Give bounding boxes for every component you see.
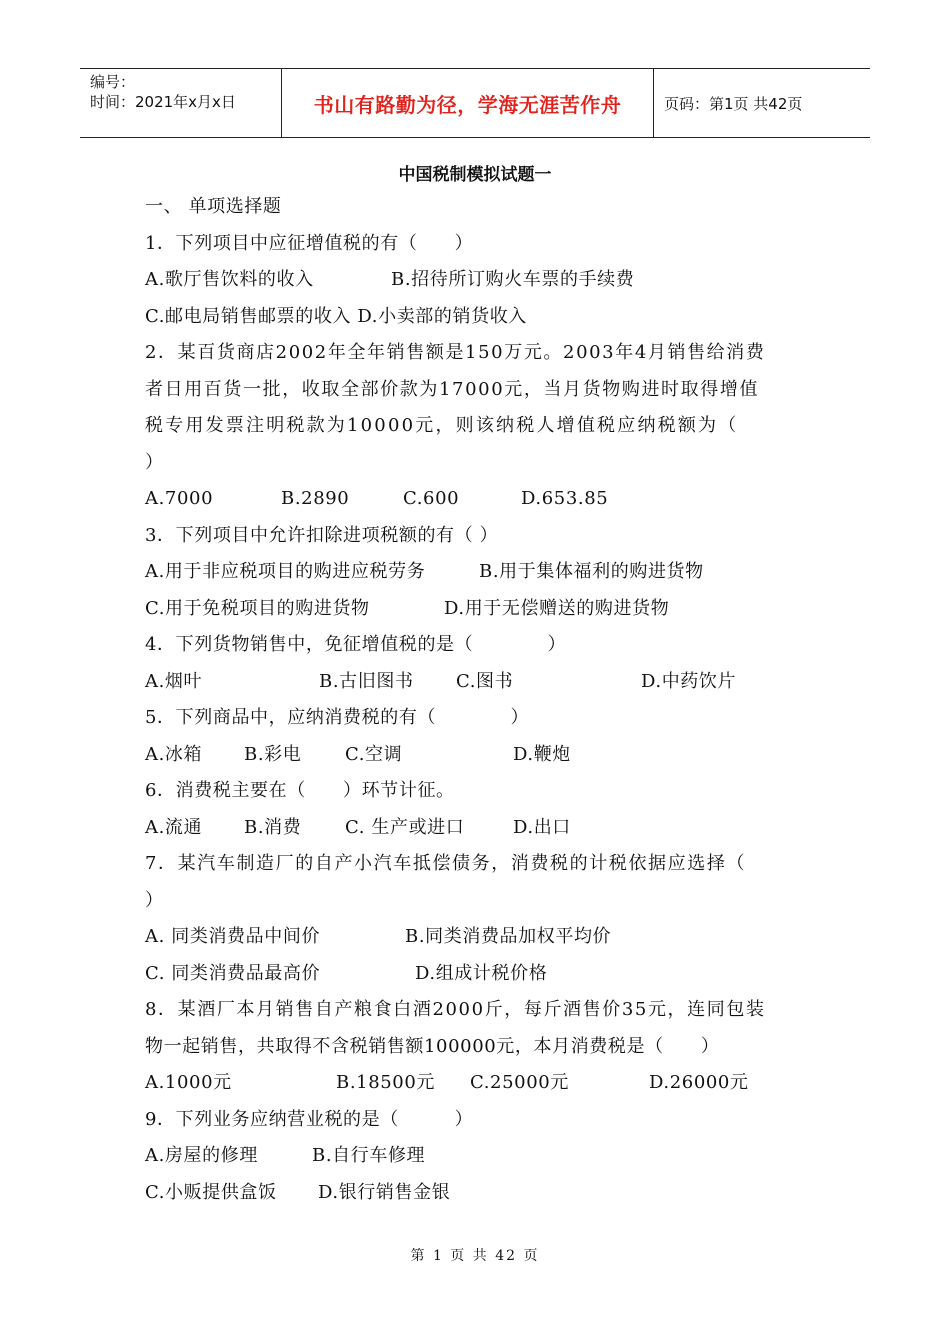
option-c: C.邮电局销售邮票的收入 (145, 305, 352, 327)
question-3-stem: 3．下列项目中允许扣除进项税额的有（ ） (145, 524, 499, 546)
question-4-stem: 4．下列货物销售中，免征增值税的是（ ） (145, 634, 567, 655)
question-7-line-1: 7．某汽车制造厂的自产小汽车抵偿债务，消费税的计税依据应选择（ (145, 853, 747, 874)
section-heading: 一、 单项选择题 (145, 196, 282, 217)
question-1-options-ab (145, 262, 813, 299)
header-motto: 书山有路勤为径，学海无涯苦作舟 (282, 69, 654, 137)
option-a: A.烟叶 (145, 670, 203, 692)
question-1-options-cd (145, 299, 813, 336)
date-line: 时间：2021年x月x日 (90, 93, 236, 111)
question-2-line-2: 者日用百货一批，收取全部价款为17000元，当月货物购进时取得增值 (145, 378, 760, 400)
option-a: A.7000 (145, 488, 214, 509)
question-2-line-4: ） (145, 451, 164, 473)
option-c: C.600 (403, 488, 460, 509)
question-6-stem: 6．消费税主要在（ ）环节计征。 (145, 780, 455, 801)
option-a: A. 同类消费品中间价 (145, 926, 321, 947)
option-c: C.用于免税项目的购进货物 (145, 597, 370, 619)
option-d: D.中药饮片 (641, 670, 737, 692)
option-b: B.古旧图书 (319, 670, 414, 692)
question-5-stem: 5．下列商品中，应纳消费税的有（ ） (145, 707, 530, 728)
option-d: D.26000元 (649, 1072, 749, 1093)
option-b: B.招待所订购火车票的手续费 (391, 269, 635, 290)
option-d: D.出口 (513, 816, 571, 838)
option-a: A.歌厅售饮料的收入 (145, 269, 314, 290)
document-title: 中国税制模拟试题一 (398, 165, 552, 185)
question-body (145, 189, 813, 1211)
option-b: B.自行车修理 (312, 1145, 426, 1166)
option-d: D.653.85 (521, 488, 609, 509)
question-4-options (145, 664, 813, 701)
option-b: B.18500元 (336, 1072, 436, 1093)
option-c: C.25000元 (470, 1072, 569, 1093)
question-7-options-ab (145, 919, 813, 956)
option-b: B.消费 (244, 816, 302, 838)
document-header (80, 68, 870, 138)
question-5-options (145, 737, 813, 774)
option-a: A.用于非应税项目的购进应税劳务 (145, 561, 426, 582)
question-8-line-2: 物一起销售，共取得不含税销售额100000元，本月消费税是（ ） (145, 1035, 720, 1057)
page-footer: 第 1 页 共 42 页 (410, 1248, 540, 1264)
option-c: C. 生产或进口 (345, 816, 465, 838)
option-d: D.组成计税价格 (415, 962, 548, 984)
header-page-info: 页码：第1页 共42页 (664, 94, 803, 113)
question-2-line-3: 税专用发票注明税款为10000元，则该纳税人增值税应纳税额为（ (145, 415, 739, 436)
question-8-line-1: 8．某酒厂本月销售自产粮食白酒2000斤，每斤酒售价35元，连同包装 (145, 999, 766, 1020)
option-d: D.用于无偿赠送的购进货物 (444, 597, 670, 619)
question-9-options-cd (145, 1175, 813, 1212)
question-6-options (145, 810, 813, 847)
question-9-options-ab (145, 1138, 813, 1175)
question-7-options-cd (145, 956, 813, 993)
option-a: A.1000元 (145, 1072, 232, 1093)
option-b: B.2890 (281, 488, 350, 509)
option-c: C.小贩提供盒饭 (145, 1181, 277, 1203)
option-c: C. 同类消费品最高价 (145, 962, 321, 984)
question-9-stem: 9．下列业务应纳营业税的是（ ） (145, 1108, 474, 1130)
option-b: B.同类消费品加权平均价 (405, 926, 612, 947)
option-c: C.图书 (456, 670, 514, 692)
header-meta (80, 69, 282, 137)
option-c: C.空调 (345, 743, 403, 765)
question-3-options-ab (145, 554, 813, 591)
question-7-line-2: ） (145, 889, 164, 911)
question-2-options (145, 481, 813, 518)
option-a: A.冰箱 (145, 743, 203, 765)
question-3-options-cd (145, 591, 813, 628)
number-label: 编号： (90, 73, 136, 91)
option-b: B.用于集体福利的购进货物 (479, 561, 704, 582)
option-d: D.小卖部的销货收入 (357, 305, 527, 327)
option-b: B.彩电 (244, 743, 302, 765)
option-d: D.银行销售金银 (318, 1181, 451, 1203)
option-d: D.鞭炮 (513, 743, 571, 765)
option-a: A.流通 (145, 816, 203, 838)
option-a: A.房屋的修理 (145, 1145, 258, 1166)
question-1-stem: 1．下列项目中应征增值税的有（ ） (145, 232, 474, 254)
question-2-line-1: 2．某百货商店2002年全年销售额是150万元。2003年4月销售给消费 (145, 342, 766, 363)
question-8-options (145, 1065, 813, 1102)
